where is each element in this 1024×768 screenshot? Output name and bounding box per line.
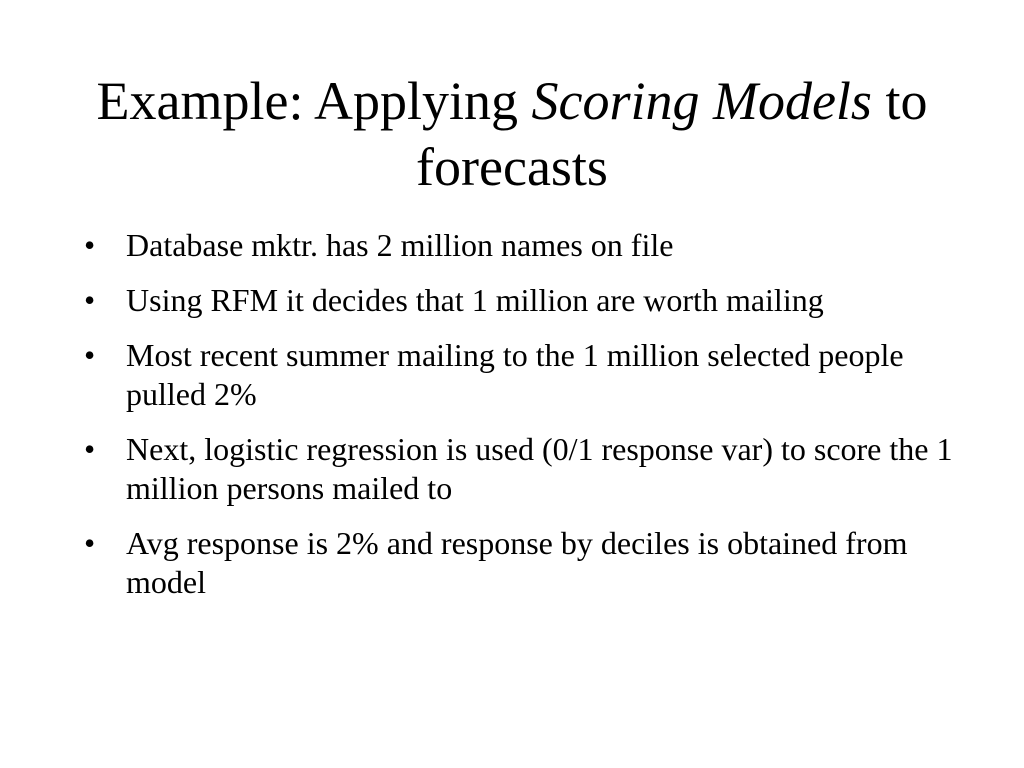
title-italic-part: Scoring Models — [531, 71, 872, 131]
bullet-dot-icon: • — [84, 337, 96, 373]
title-part1: Example: Applying — [96, 71, 532, 131]
bullet-text: Most recent summer mailing to the 1 million selected people pulled 2% — [126, 337, 904, 412]
bullet-item — [84, 336, 964, 414]
bullet-text: Next, logistic regression is used (0/1 response var) to score the 1 million persons mailed to — [126, 431, 953, 506]
bullet-dot-icon: • — [84, 525, 96, 561]
title-part3: to forecasts — [416, 71, 928, 197]
bullet-item — [84, 524, 964, 602]
bullet-list — [84, 226, 964, 618]
bullet-dot-icon: • — [84, 282, 96, 318]
bullet-item — [84, 226, 964, 265]
bullet-item — [84, 430, 964, 508]
bullet-text: Using RFM it decides that 1 million are worth mailing — [126, 282, 824, 318]
bullet-text: Avg response is 2% and response by deciles is obtained from model — [126, 525, 908, 600]
bullet-item — [84, 281, 964, 320]
bullet-dot-icon: • — [84, 227, 96, 263]
slide-title — [80, 68, 944, 200]
bullet-dot-icon: • — [84, 431, 96, 467]
bullet-text: Database mktr. has 2 million names on file — [126, 227, 674, 263]
